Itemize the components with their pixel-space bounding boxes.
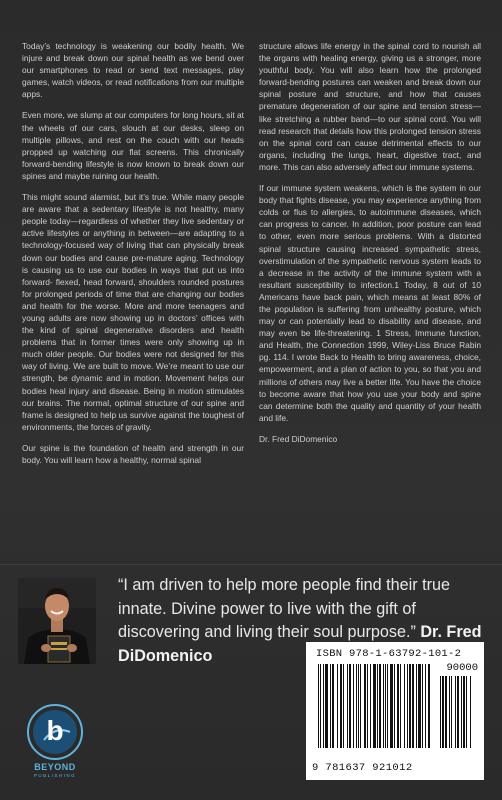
right-text-column xyxy=(259,40,481,454)
barcode-bar xyxy=(377,664,378,748)
right-paragraph-1: structure allows life energy in the spinal cord to nourish all the organs with healing energy, giving us a stronger, more youthful body. You will also learn how the prolonged forward-bending postures can weaken and break down our spinal posture and structure, and how that causes premature degeneration of our spine and tension stress—like stretching a rubber band—to our spinal cord. You will read research that details how this prolonged tension stress on the spinal cord can cause detrimental effects to our organs, including the lungs, heart, digestive tract, and more. This can also adversely affect our immune systems. xyxy=(259,41,481,172)
barcode-bar xyxy=(373,664,376,748)
barcode-bar xyxy=(332,664,334,748)
publisher-logo xyxy=(22,702,88,784)
barcode-bar xyxy=(428,664,430,748)
quote-text: “I am driven to help more people find their true innate. Divine power to live with the gift of discovering and living their soul purpose.” xyxy=(118,576,451,641)
barcode-bar xyxy=(320,664,321,748)
barcode-bar xyxy=(367,664,368,748)
publisher-name: BEYOND xyxy=(34,762,76,772)
barcode-bar xyxy=(387,664,388,748)
barcode-bar xyxy=(457,676,459,748)
barcode-bar xyxy=(379,664,381,748)
publisher-subtitle: PUBLISHING xyxy=(33,773,77,778)
barcode-bar xyxy=(442,676,444,748)
barcode-bar xyxy=(449,676,450,748)
barcode-bar xyxy=(383,664,384,748)
barcode-bar xyxy=(440,676,441,748)
barcode-bar xyxy=(323,664,324,748)
barcode-bar xyxy=(451,676,452,748)
barcode-bar xyxy=(330,664,331,748)
isbn-barcode xyxy=(306,642,484,780)
barcode-bar xyxy=(463,676,465,748)
barcode-bar xyxy=(445,676,447,748)
isbn-number: ISBN 978-1-63792-101-2 xyxy=(316,648,462,660)
barcode-bar xyxy=(370,664,371,748)
barcode-bar xyxy=(466,676,467,748)
barcode-bar xyxy=(422,664,423,748)
barcode-bar xyxy=(425,664,426,748)
barcode-bar xyxy=(337,664,338,748)
barcode-bar xyxy=(461,676,462,748)
barcode-bar xyxy=(418,664,421,748)
barcode-bar xyxy=(349,664,351,748)
barcode-bar xyxy=(356,664,357,748)
barcode-bar xyxy=(404,664,405,748)
barcode-bar xyxy=(343,664,344,748)
left-text-column xyxy=(22,40,244,475)
barcode-bar xyxy=(409,664,411,748)
author-portrait-icon xyxy=(18,578,96,664)
barcode-bar xyxy=(397,664,399,748)
barcode-bar xyxy=(340,664,342,748)
barcode-bar xyxy=(347,664,348,748)
barcode-bar xyxy=(390,664,393,748)
barcode-bar xyxy=(353,664,354,748)
section-divider xyxy=(0,564,502,565)
barcode-bar xyxy=(455,676,456,748)
barcode-bar xyxy=(358,664,359,748)
logo-letter: b xyxy=(46,715,64,746)
barcode-bar xyxy=(360,664,361,748)
barcode-bars xyxy=(318,664,430,760)
quote-author: Dr. Fred DiDomenico xyxy=(118,623,482,665)
barcode-bar xyxy=(400,664,401,748)
left-paragraph-3: This might sound alarmist, but it’s true. While many people are aware that a sedentary lifestyle is not healthy, many people today—regardless of whether they live sedentary or active lifestyles or anything in between—are adapting to a technology-focused way of living that can physically break down our bodies and cause pre-mature aging. Technology is causing us to use our bodies in ways that put us into forward- flexed, head forward, shoulders rounded postures for prolonged periods of time that are changing our bodies and health for the worse. More and more teenagers and young adults are now showing up in doctors’ offices with the kind of spinal degenerative disorders and health problems that in former times were only showing up in much older people. Our bodies were not designed for this way of living. We are built to move. We’re meant to use our strength, be dynamic and in motion. Movement helps our bodies heal injury and disease. Being in motion stimulates our brains. The normal, optimal structure of our spine and frame is designed to help us survive against the toughest of environments, the forces of gravity. xyxy=(22,192,244,432)
left-paragraph-2: Even more, we slump at our computers for long hours, sit at the wheels of our cars, slouch at our desks, sleep on multiple pillows, and rest on the couch with our heads propped up watching our flat screens. This chronically forward-bending lifestyle is now known to break down our spines and maybe ruining our health. xyxy=(22,110,244,181)
left-paragraph-1: Today’s technology is weakening our bodily health. We injure and break down our spinal health as we bend over our smartphones to read or send text messages, play games, watch videos, or read notifications from our multiple apps. xyxy=(22,41,244,100)
barcode-bar xyxy=(470,676,471,748)
barcode-bar xyxy=(407,664,408,748)
beyond-logo-icon xyxy=(22,702,88,762)
barcode-bar xyxy=(364,664,366,748)
barcode-bar xyxy=(325,664,328,748)
barcode-bar xyxy=(412,664,414,748)
barcode-bar xyxy=(318,664,319,748)
ean-number: 9 781637 921012 xyxy=(312,762,413,774)
signature: Dr. Fred DiDomenico xyxy=(259,433,338,444)
barcode-bar xyxy=(394,664,395,748)
right-paragraph-2: If our immune system weakens, which is the system in our body that fights disease, you may experience anything from colds or flus to allergies, to autoimmune diseases, which can progress to cancer. In addition, poor posture can lead to other, even more serious problems. With a distorted spinal structure causing increased sympathetic stress, overstimulation of the sympathetic nervous system leads to a decrease in the activity of the immune system with a resultant susceptibility to infection.1 Today, 8 out of 10 Americans have back pain, which means at least 80% of the population is suffering from unhealthy posture, which may or can potentially lead to disability and disease, and may even be life-threatening. 1 Stress, Immune function, and Health, the Connection 1999, Wiley-Liss Bruce Rabin pg. 114. I wrote Back to Health to bring awareness, choice, empowerment, and a plan of action to you, so that you and millions of others may live a better life. You have the choice to become aware that how you use your body and spine can determine both the quality and quantity of your health and life. xyxy=(259,183,481,423)
barcode-bar xyxy=(385,664,386,748)
barcode-addon-bars xyxy=(440,676,478,760)
left-paragraph-4: Our spine is the foundation of health and strength in our body. You will learn how a healthy, normal spinal xyxy=(22,442,244,465)
author-photo xyxy=(18,578,96,664)
barcode-bar xyxy=(416,664,417,748)
price-code: 90000 xyxy=(446,662,478,674)
